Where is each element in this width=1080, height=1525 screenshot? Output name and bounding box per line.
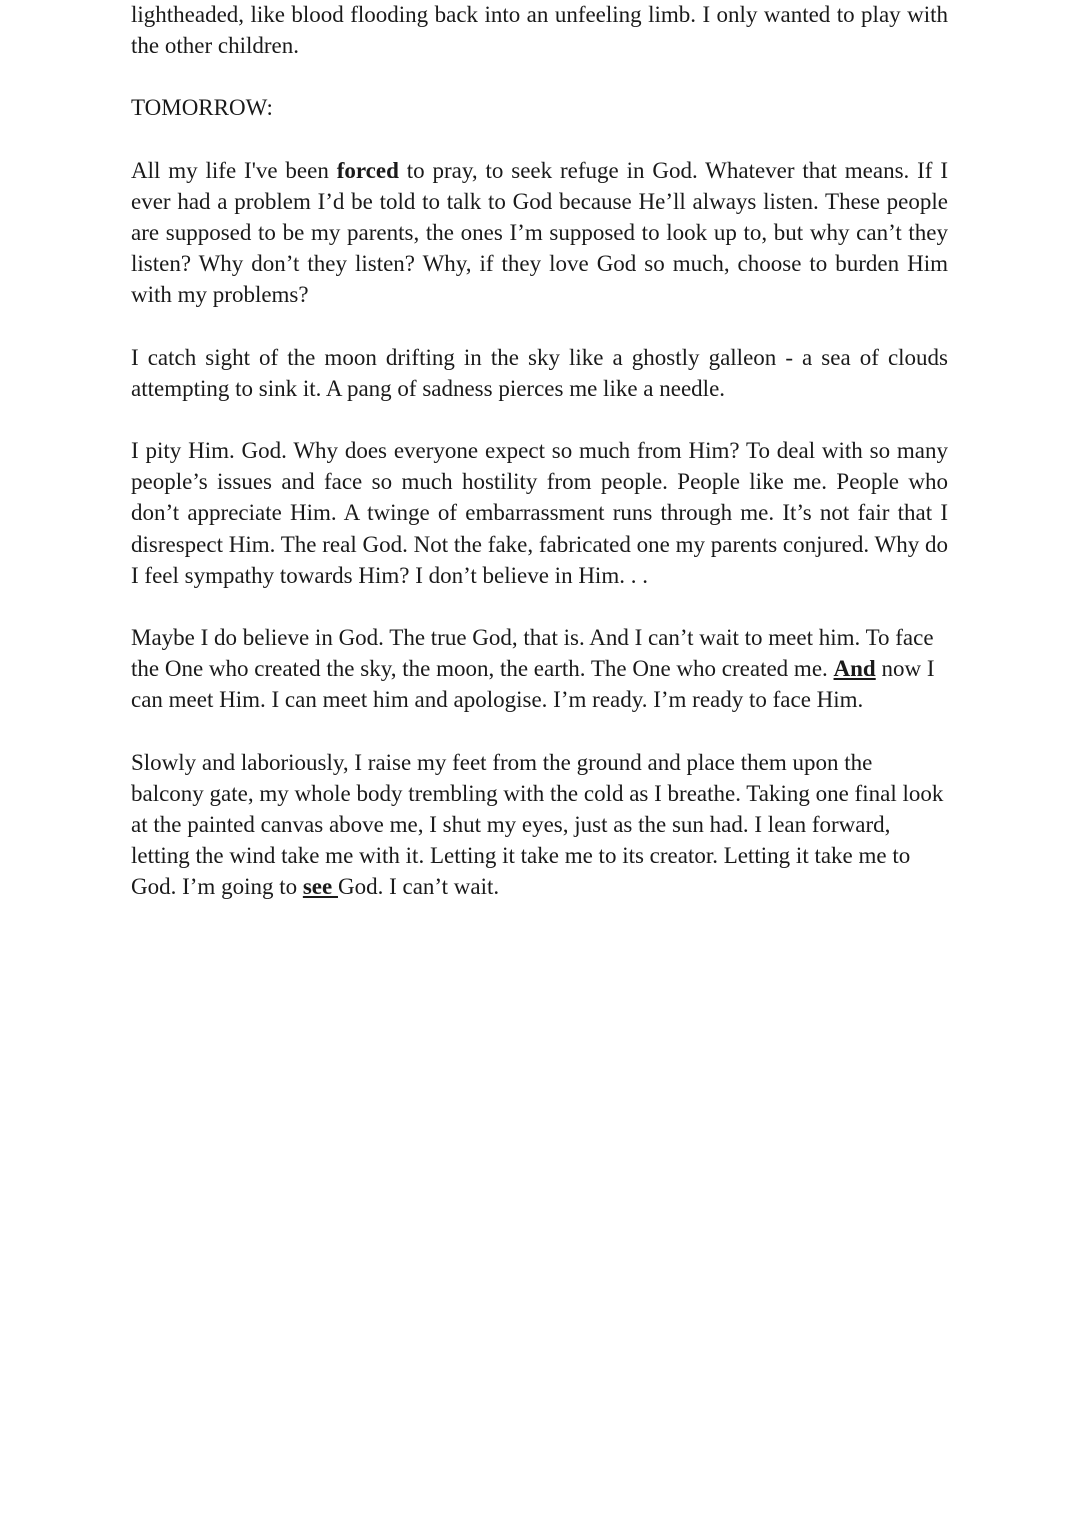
paragraph-moon: I catch sight of the moon drifting in the sky like a ghostly galleon - a sea of clouds attempting to sink it. A pang of sadness pierces me like a needle. [131, 344, 948, 401]
paragraph-text: Maybe I do believe in God. The true God, that is. And I can’t wait to meet him. To face the One who created the sky, the moon, the earth. The One who created me. [131, 625, 934, 682]
paragraph-text: to pray, to seek refuge in God. Whatever that means. If I ever had a problem I’d be told to talk to God because He’ll always listen. These people are supposed to be my parents, the ones I’m supposed to look up to, but why can’t they listen? Why don’t they listen? Why, if they love God so much, choose to burden Him with my problems? [131, 157, 948, 308]
paragraph-believe [131, 622, 948, 716]
document-page [131, 0, 948, 934]
bold-underlined-word: And [833, 656, 876, 682]
section-heading: TOMORROW: [131, 95, 273, 121]
paragraph-text: now I can meet Him. I can meet him and apologise. I’m ready. I’m ready to face Him. [131, 656, 935, 713]
paragraph-text: Slowly and laboriously, I raise my feet from the ground and place them upon the balcony gate, my whole body trembling with the cold as I breathe. Taking one final look at the painted canvas above me, I shut my eyes, just as the sun had. I lean forward, letting the wind take me with it. Letting it take me to its creator. Letting it take me to God. I’m going to [131, 749, 944, 900]
paragraph-balcony [131, 747, 948, 903]
paragraph-text: All my life I've been [131, 157, 337, 183]
bold-underlined-word: see [302, 874, 338, 900]
paragraph-text: God. I can’t wait. [337, 874, 500, 900]
bold-word: forced [336, 157, 399, 183]
paragraph-pity: I pity Him. God. Why does everyone expect so much from Him? To deal with so many people’s issues and face so much hostility from people. People like me. People who don’t appreciate Him. A twinge of embarrassment runs through me. It’s not fair that I disrespect Him. The real God. Not the fake, fabricated one my parents conjured. Why do I feel sympathy towards Him? I don’t believe in Him. . . [131, 438, 948, 588]
paragraph-opening: lightheaded, like blood flooding back into an unfeeling limb. I only wanted to play with the other children. [131, 2, 948, 59]
paragraph-forced-to-pray [131, 155, 948, 311]
